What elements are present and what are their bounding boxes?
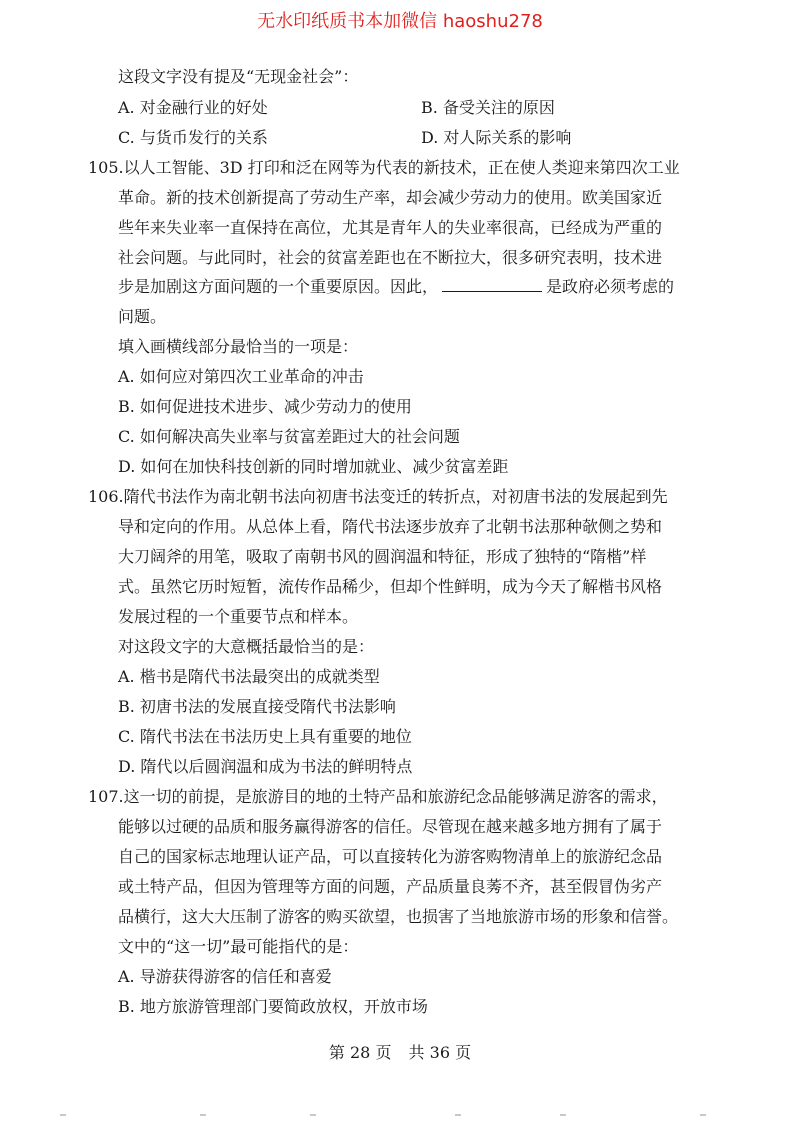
scan-speck [60,1114,66,1116]
page-footer [0,1042,800,1064]
q104-option-d: D. 对人际关系的影响 [421,128,572,147]
q105-text-before-blank: 步是加剧这方面问题的一个重要原因。因此， [118,277,439,296]
answer-blank [442,276,542,292]
q104-option-a: A. 对金融行业的好处 [118,98,268,117]
q106-option-c: C. 隋代书法在书法历史上具有重要的地位 [118,727,412,746]
q105-text-line: 社会问题。与此同时，社会的贫富差距也在不断拉大，很多研究表明，技术进 [118,248,663,267]
q105-text-line: 革命。新的技术创新提高了劳动生产率，却会减少劳动力的使用。欧美国家近 [118,188,663,207]
q107-text-line: 自己的国家标志地理认证产品，可以直接转化为游客购物清单上的旅游纪念品 [118,847,663,866]
scan-specks [0,1110,800,1124]
scan-speck [700,1114,706,1116]
scan-speck [560,1114,566,1116]
q106-text-line: 导和定向的作用。从总体上看，隋代书法逐步放弃了北朝书法那种欹侧之势和 [118,517,663,536]
q105-text-line: 些年来失业率一直保持在高位，尤其是青年人的失业率很高，已经成为严重的 [118,218,663,237]
q107-text-line: 或土特产品，但因为管理等方面的问题，产品质量良莠不齐，甚至假冒伪劣产 [118,877,663,896]
scan-speck [455,1114,461,1116]
q106-text-line: 式。虽然它历时短暂，流传作品稀少，但却个性鲜明，成为今天了解楷书风格 [118,577,663,596]
q105-text-line: 问题。 [118,307,167,326]
q106-option-a: A. 楷书是隋代书法最突出的成就类型 [118,667,380,686]
q105-prompt: 填入画横线部分最恰当的一项是： [118,337,359,356]
q104-stem: 这段文字没有提及“无现金社会”： [118,67,359,86]
q107-option-b: B. 地方旅游管理部门要简政放权，开放市场 [118,997,428,1016]
q105-option-a: A. 如何应对第四次工业革命的冲击 [118,367,364,386]
q106-option-d: D. 隋代以后圆润温和成为书法的鲜明特点 [118,757,413,776]
q107-prompt: 文中的“这一切”最可能指代的是： [118,937,359,956]
scan-speck [200,1114,206,1116]
q105-text-line: 105.以人工智能、3D 打印和泛在网等为代表的新技术，正在使人类迎来第四次工业 [88,158,680,177]
q107-text-line: 品横行，这大大压制了游客的购买欲望，也损害了当地旅游市场的形象和信誉。 [118,907,679,926]
q106-prompt: 对这段文字的大意概括最恰当的是： [118,637,375,656]
q105-option-d: D. 如何在加快科技创新的同时增加就业、减少贫富差距 [118,457,509,476]
q104-option-b: B. 备受关注的原因 [421,98,555,117]
q106-option-b: B. 初唐书法的发展直接受隋代书法影响 [118,697,396,716]
page-total: 共 36 页 [408,1043,472,1062]
q105-option-c: C. 如何解决高失业率与贫富差距过大的社会问题 [118,427,460,446]
q105-blank-line [118,276,674,298]
q107-text-line: 能够以过硬的品质和服务赢得游客的信任。尽管现在越来越多地方拥有了属于 [118,817,663,836]
q106-text-line: 发展过程的一个重要节点和样本。 [118,607,359,626]
page-number: 第 28 页 [328,1043,392,1062]
q106-text-line: 106.隋代书法作为南北朝书法向初唐书法变迁的转折点，对初唐书法的发展起到先 [88,487,668,506]
q106-text-line: 大刀阔斧的用笔，吸取了南朝书风的圆润温和特征，形成了独特的“隋楷”样 [118,547,647,566]
watermark-banner: 无水印纸质书本加微信 haoshu278 [257,11,543,32]
scan-speck [310,1114,316,1116]
q105-option-b: B. 如何促进技术进步、减少劳动力的使用 [118,397,412,416]
q107-option-a: A. 导游获得游客的信任和喜爱 [118,967,332,986]
q104-option-c: C. 与货币发行的关系 [118,128,268,147]
q107-text-line: 107.这一切的前提，是旅游目的地的土特产品和旅游纪念品能够满足游客的需求， [88,787,668,806]
q105-text-after-blank: 是政府必须考虑的 [546,277,675,296]
